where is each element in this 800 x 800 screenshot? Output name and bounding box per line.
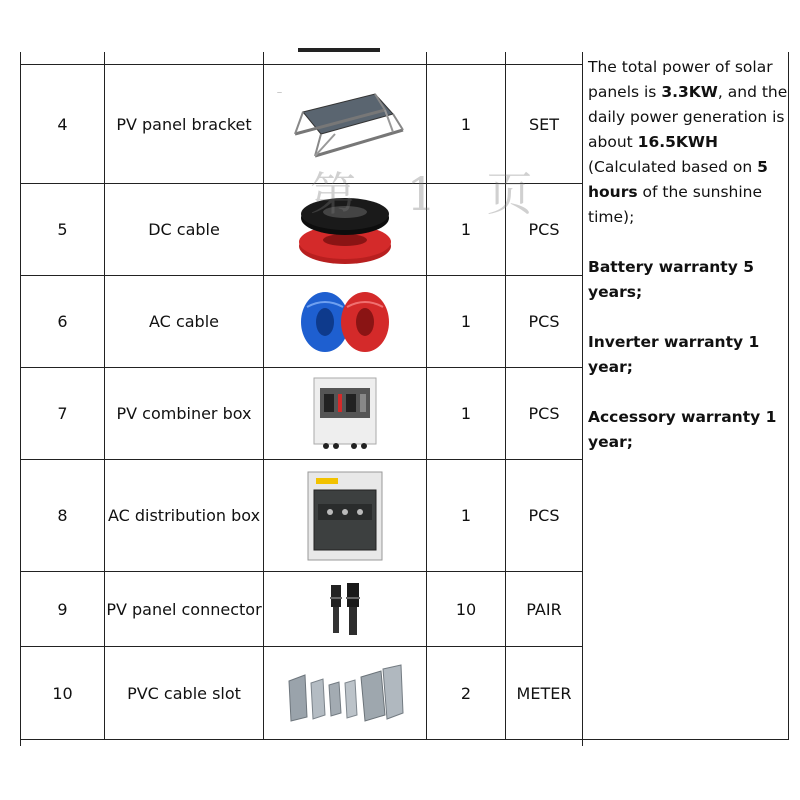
item-name: PV combiner box [116,404,252,423]
unit: PCS [528,312,560,331]
item-name: AC distribution box [107,506,261,525]
cable-slot-icon [264,647,426,739]
quantity: 1 [460,114,472,134]
quantity: 10 [455,599,477,619]
table-border-bottom [20,739,789,740]
battery-warranty: Battery warranty 5 years; [588,258,755,301]
unit: PAIR [526,599,562,619]
page-watermark: 第 1 页 [310,167,551,221]
unit: SET [528,114,560,134]
svg-text:—: — [277,90,282,96]
power-description: The total power of solar panels is 3.3KW, and the daily power generation is about 16.5KWH (Calculated based on 5 hours of the sunshine time); [588,58,788,226]
inverter-warranty: Inverter warranty 1 year; [588,333,760,376]
row-number: 6 [57,312,68,331]
row-number: 5 [57,220,68,239]
column-divider [582,52,583,746]
accessory-warranty: Accessory warranty 1 year; [588,408,777,451]
previous-image-fragment [298,48,380,52]
notes-cell [588,55,788,455]
ac-cable-icon [264,276,426,367]
item-name: AC cable [149,312,219,331]
unit: PCS [528,506,560,525]
item-name: DC cable [148,220,220,239]
row-number: 10 [52,683,73,703]
unit: PCS [528,220,560,239]
item-name: PV panel connector [106,599,262,619]
quantity: 1 [460,312,472,331]
quantity: 2 [460,683,472,703]
distribution-box-icon [264,460,426,571]
row-number: 9 [57,599,68,619]
item-name: PVC cable slot [127,683,241,703]
quantity: 1 [460,506,472,525]
row-number: 7 [57,404,68,423]
row-number: 4 [57,114,68,134]
combiner-box-icon [264,368,426,459]
connector-icon [264,572,426,646]
unit: METER [516,683,572,703]
unit: PCS [528,404,560,423]
table-border-right [788,52,789,740]
quantity: 1 [460,220,472,239]
row-number: 8 [57,506,68,525]
item-name: PV panel bracket [116,114,252,134]
quantity: 1 [460,404,472,423]
